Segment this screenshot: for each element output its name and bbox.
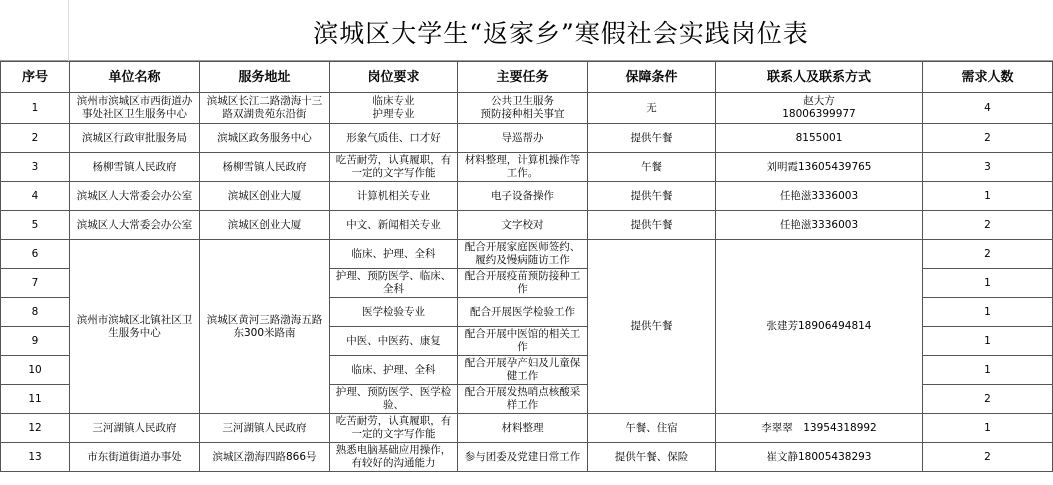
cell-no[interactable]: 9 [1, 327, 70, 356]
cell-task[interactable]: 电子设备操作 [458, 182, 588, 211]
table-row [1, 443, 1053, 472]
table-row [1, 182, 1053, 211]
cell-contact[interactable]: 刘明霞13605439765 [716, 153, 923, 182]
cell-count[interactable]: 3 [923, 153, 1053, 182]
cell-task[interactable]: 配合开展孕产妇及儿童保健工作 [458, 356, 588, 385]
cell-guarantee[interactable]: 无 [588, 93, 716, 124]
table-row [1, 414, 1053, 443]
cell-address[interactable]: 杨柳雪镇人民政府 [200, 153, 330, 182]
cell-address[interactable]: 滨城区政务服务中心 [200, 124, 330, 153]
cell-no[interactable]: 6 [1, 240, 70, 269]
header-requirement[interactable]: 岗位要求 [330, 62, 458, 93]
cell-requirement[interactable]: 吃苦耐劳，认真履职，有一定的文字写作能 [330, 414, 458, 443]
header-contact[interactable]: 联系人及联系方式 [716, 62, 923, 93]
cell-count[interactable]: 2 [923, 211, 1053, 240]
cell-task[interactable]: 配合开展家庭医师签约、履约及慢病随访工作 [458, 240, 588, 269]
header-guarantee[interactable]: 保障条件 [588, 62, 716, 93]
cell-count[interactable]: 2 [923, 124, 1053, 153]
cell-contact[interactable]: 李翠翠 13954318992 [716, 414, 923, 443]
cell-count[interactable]: 2 [923, 443, 1053, 472]
cell-guarantee[interactable]: 提供午餐 [588, 211, 716, 240]
cell-count[interactable]: 2 [923, 385, 1053, 414]
cell-no[interactable]: 3 [1, 153, 70, 182]
table-row [1, 211, 1053, 240]
cell-unit[interactable]: 三河湖镇人民政府 [70, 414, 200, 443]
cell-address[interactable]: 滨城区渤海四路866号 [200, 443, 330, 472]
cell-address[interactable]: 三河湖镇人民政府 [200, 414, 330, 443]
cell-no[interactable]: 5 [1, 211, 70, 240]
cell-address[interactable]: 滨城区创业大厦 [200, 182, 330, 211]
cell-task[interactable]: 文字校对 [458, 211, 588, 240]
cell-no[interactable]: 4 [1, 182, 70, 211]
cell-no[interactable]: 7 [1, 269, 70, 298]
cell-guarantee[interactable]: 提供午餐、保险 [588, 443, 716, 472]
header-unit[interactable]: 单位名称 [70, 62, 200, 93]
cell-guarantee[interactable]: 午餐 [588, 153, 716, 182]
cell-contact[interactable]: 赵大方 18006399977 [716, 93, 923, 124]
cell-requirement[interactable]: 护理、预防医学、医学检验、 [330, 385, 458, 414]
cell-requirement[interactable]: 医学检验专业 [330, 298, 458, 327]
table-row [1, 240, 1053, 269]
cell-guarantee[interactable]: 提供午餐 [588, 182, 716, 211]
cell-address[interactable]: 滨城区创业大厦 [200, 211, 330, 240]
cell-contact[interactable]: 崔文静18005438293 [716, 443, 923, 472]
cell-address-merged[interactable]: 滨城区黄河三路渤海五路东300米路南 [200, 240, 330, 414]
cell-task[interactable]: 材料整理 [458, 414, 588, 443]
cell-unit[interactable]: 市东街道街道办事处 [70, 443, 200, 472]
cell-count[interactable]: 1 [923, 269, 1053, 298]
cell-requirement[interactable]: 临床、护理、全科 [330, 356, 458, 385]
cell-requirement[interactable]: 吃苦耐劳，认真履职，有一定的文字写作能 [330, 153, 458, 182]
page-title: 滨城区大学生“返家乡”寒假社会实践岗位表 [313, 19, 809, 48]
cell-contact[interactable]: 任艳滋3336003 [716, 211, 923, 240]
cell-task[interactable]: 配合开展医学检验工作 [458, 298, 588, 327]
title-left-cell[interactable] [0, 0, 69, 61]
cell-task[interactable]: 配合开展中医馆的相关工作 [458, 327, 588, 356]
header-count[interactable]: 需求人数 [923, 62, 1053, 93]
cell-count[interactable]: 1 [923, 182, 1053, 211]
cell-guarantee[interactable]: 提供午餐 [588, 124, 716, 153]
cell-count[interactable]: 4 [923, 93, 1053, 124]
cell-address[interactable]: 滨城区长江二路渤海十三路双湖贵苑东沿街 [200, 93, 330, 124]
cell-unit-merged[interactable]: 滨州市滨城区北镇社区卫生服务中心 [70, 240, 200, 414]
cell-requirement[interactable]: 计算机相关专业 [330, 182, 458, 211]
cell-contact[interactable]: 任艳滋3336003 [716, 182, 923, 211]
cell-count[interactable]: 1 [923, 414, 1053, 443]
cell-no[interactable]: 11 [1, 385, 70, 414]
cell-requirement[interactable]: 形象气质佳、口才好 [330, 124, 458, 153]
header-no[interactable]: 序号 [1, 62, 70, 93]
cell-no[interactable]: 13 [1, 443, 70, 472]
cell-task[interactable]: 材料整理，计算机操作等工作。 [458, 153, 588, 182]
cell-count[interactable]: 1 [923, 298, 1053, 327]
table-row [1, 124, 1053, 153]
cell-task[interactable]: 配合开展发热哨点核酸采样工作 [458, 385, 588, 414]
header-row [1, 62, 1053, 93]
cell-unit[interactable]: 滨州市滨城区市西街道办事处社区卫生服务中心 [70, 93, 200, 124]
cell-count[interactable]: 1 [923, 327, 1053, 356]
cell-requirement[interactable]: 熟悉电脑基础应用操作，有较好的沟通能力 [330, 443, 458, 472]
positions-table [0, 61, 1053, 472]
cell-guarantee-merged[interactable]: 提供午餐 [588, 240, 716, 414]
table-row [1, 93, 1053, 124]
header-address[interactable]: 服务地址 [200, 62, 330, 93]
cell-task[interactable]: 导巡帮办 [458, 124, 588, 153]
cell-no[interactable]: 8 [1, 298, 70, 327]
cell-no[interactable]: 2 [1, 124, 70, 153]
cell-unit[interactable]: 杨柳雪镇人民政府 [70, 153, 200, 182]
cell-unit[interactable]: 滨城区人大常委会办公室 [70, 211, 200, 240]
table-row [1, 153, 1053, 182]
cell-contact[interactable]: 8155001 [716, 124, 923, 153]
cell-unit[interactable]: 滨城区行政审批服务局 [70, 124, 200, 153]
cell-requirement[interactable]: 中文、新闻相关专业 [330, 211, 458, 240]
cell-guarantee[interactable]: 午餐、住宿 [588, 414, 716, 443]
title-row [0, 0, 1053, 61]
cell-contact-merged[interactable]: 张建芳18906494814 [716, 240, 923, 414]
cell-task[interactable]: 公共卫生服务 预防接种相关事宜 [458, 93, 588, 124]
cell-requirement[interactable]: 临床专业 护理专业 [330, 93, 458, 124]
cell-task[interactable]: 配合开展疫苗预防接种工作 [458, 269, 588, 298]
cell-requirement[interactable]: 护理、预防医学、临床、全科 [330, 269, 458, 298]
header-task[interactable]: 主要任务 [458, 62, 588, 93]
cell-requirement[interactable]: 中医、中医药、康复 [330, 327, 458, 356]
cell-count[interactable]: 1 [923, 356, 1053, 385]
cell-no[interactable]: 12 [1, 414, 70, 443]
cell-unit[interactable]: 滨城区人大常委会办公室 [70, 182, 200, 211]
cell-task[interactable]: 参与团委及党建日常工作 [458, 443, 588, 472]
cell-count[interactable]: 2 [923, 240, 1053, 269]
cell-no[interactable]: 10 [1, 356, 70, 385]
cell-no[interactable]: 1 [1, 93, 70, 124]
cell-requirement[interactable]: 临床、护理、全科 [330, 240, 458, 269]
